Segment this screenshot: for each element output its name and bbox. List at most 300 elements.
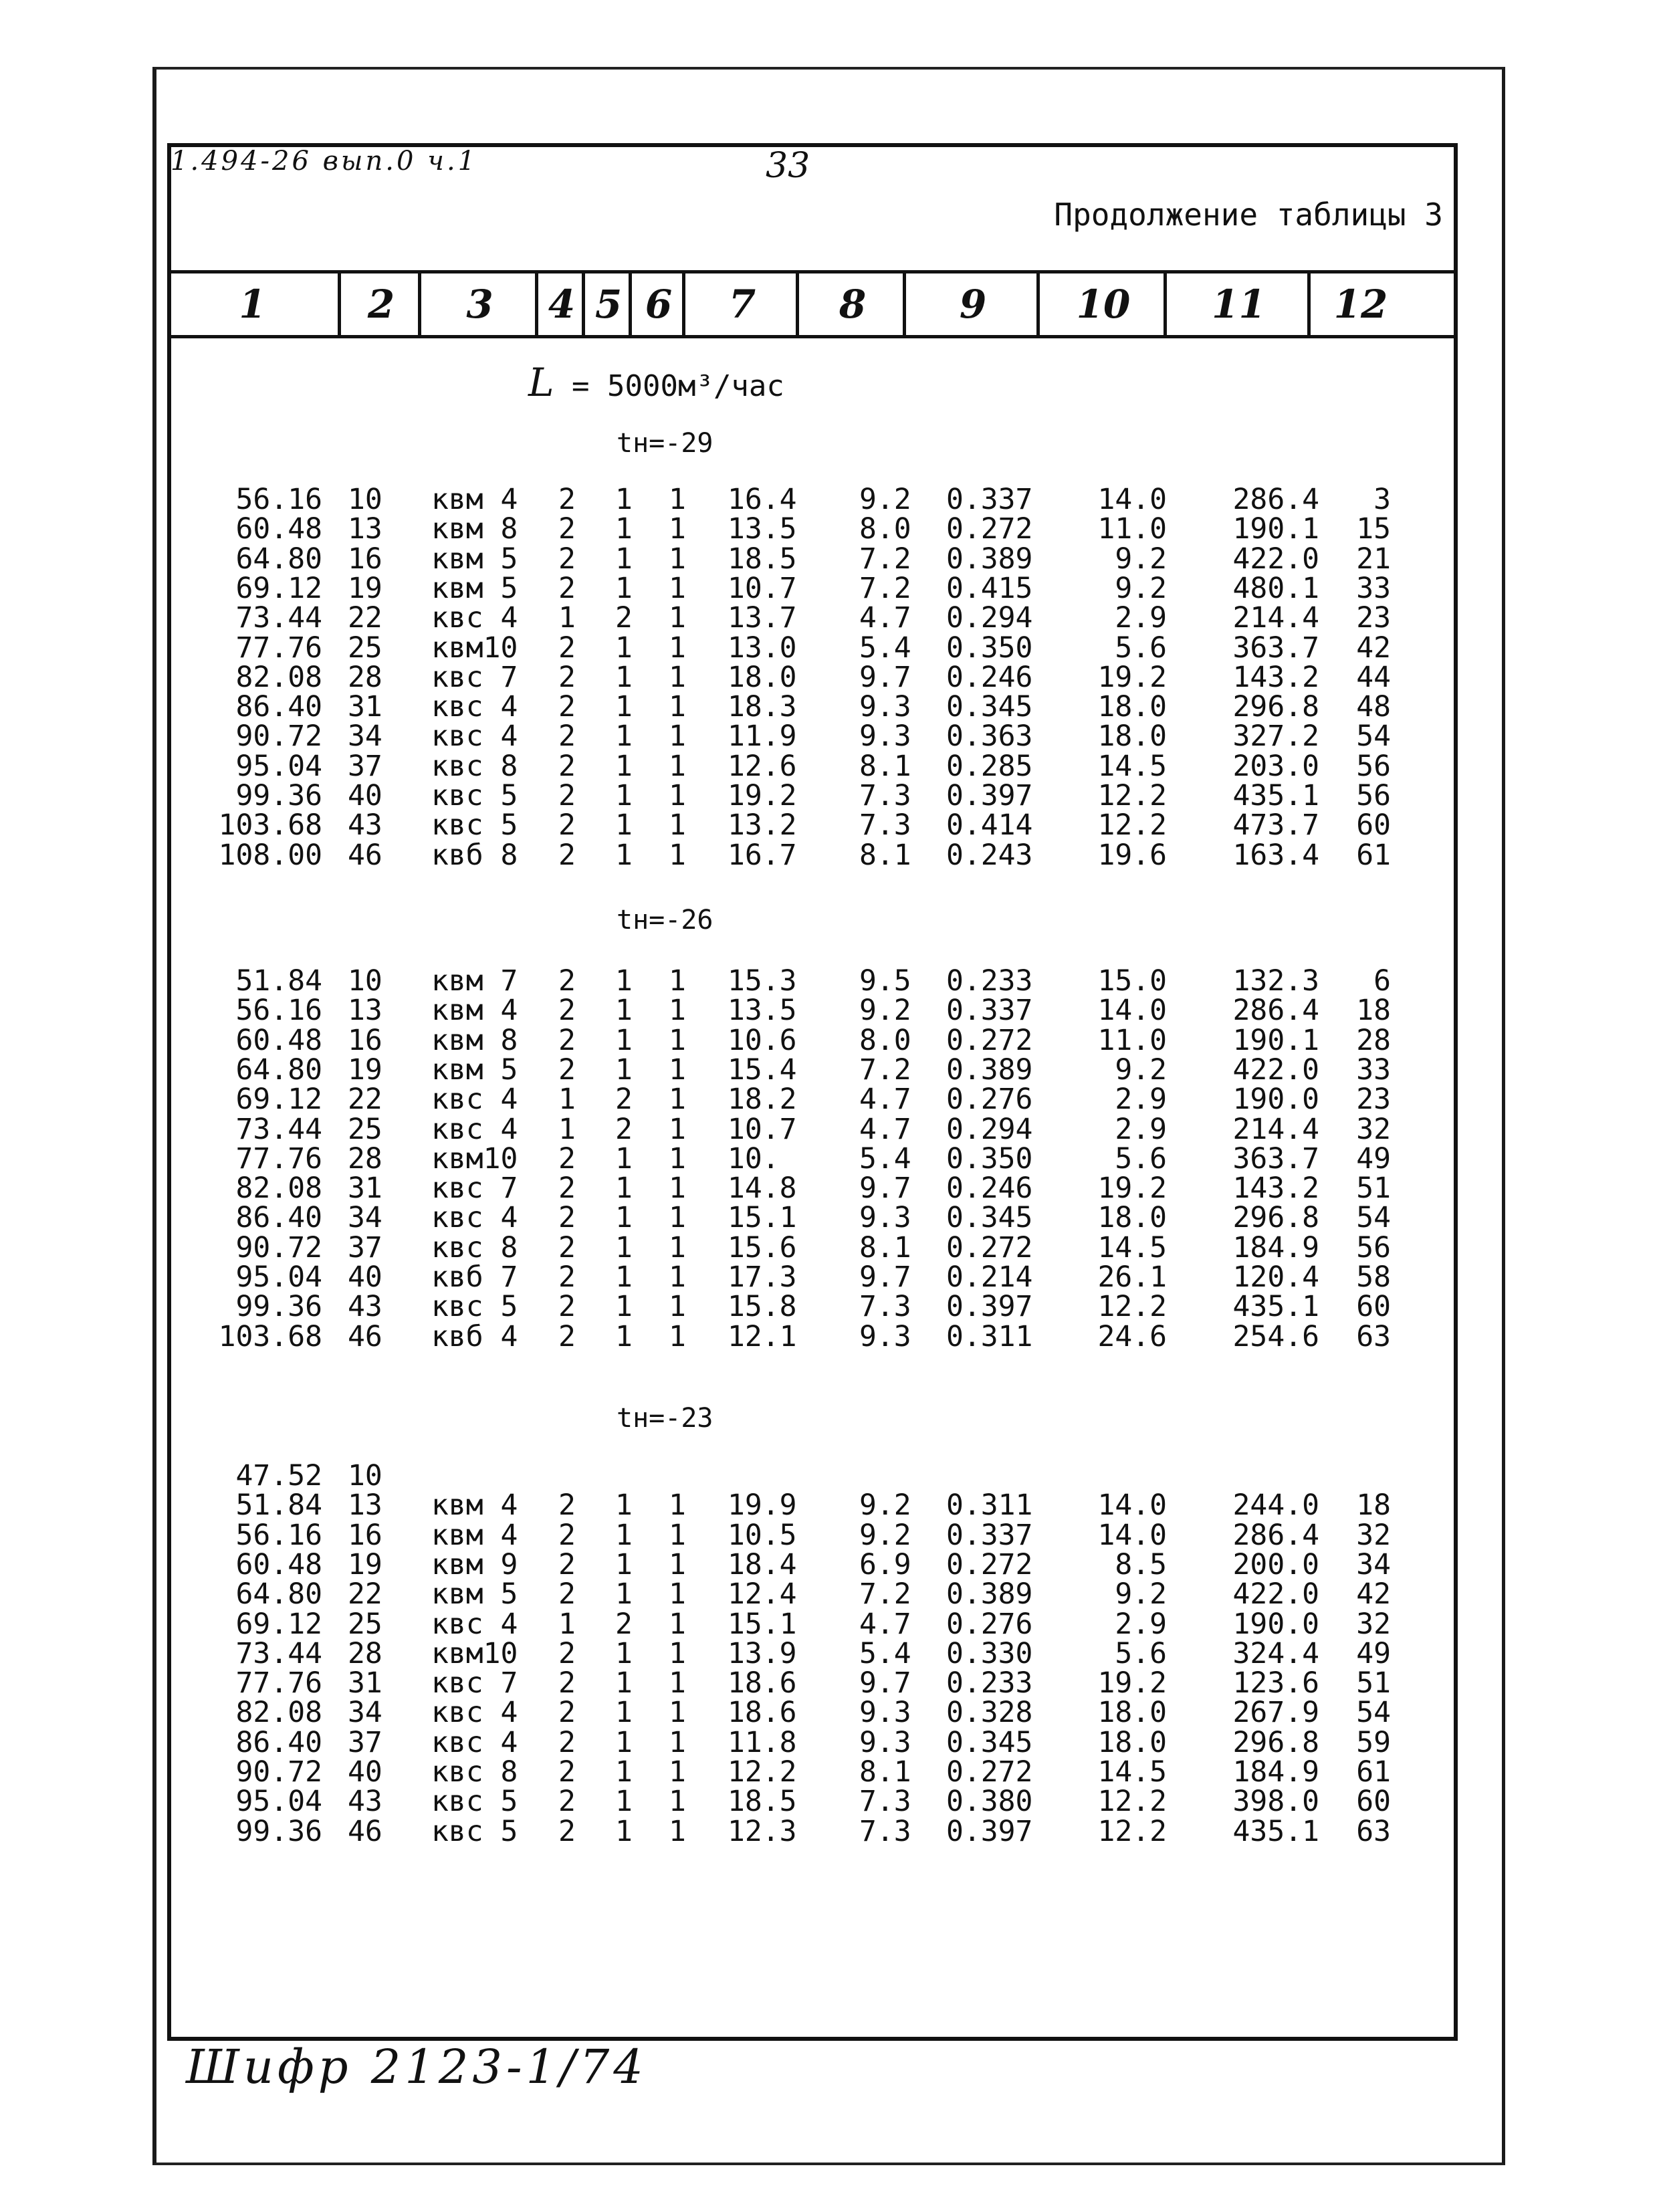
cell-col-9: 0.276 [946, 1607, 1033, 1641]
cell-col-4: 2 [558, 1725, 576, 1759]
section-title: tн=-23 [617, 1403, 713, 1434]
cell-col-6: 1 [669, 1141, 686, 1176]
cell-col-8: 4.7 [859, 1083, 911, 1117]
cell-col-12: 48 [1356, 690, 1391, 724]
cell-col-10: 9.2 [1115, 1053, 1167, 1087]
formula-symbol: L [528, 360, 554, 405]
cell-col-6: 1 [669, 838, 686, 872]
cell-col-4: 2 [558, 1053, 576, 1087]
cell-col-10: 2.9 [1115, 601, 1167, 635]
cell-col-9: 0.397 [946, 1814, 1033, 1848]
cell-col-3: квс 4 [431, 1112, 518, 1146]
cell-col-9: 0.233 [946, 964, 1033, 998]
cell-col-3: квс 5 [431, 808, 518, 843]
cell-col-10: 26.1 [1097, 1260, 1167, 1294]
cell-col-4: 2 [558, 1141, 576, 1176]
cell-col-8: 7.2 [859, 571, 911, 605]
cell-col-6: 1 [669, 1319, 686, 1353]
cell-col-8: 5.4 [859, 1636, 911, 1670]
cell-col-11: 327.2 [1232, 720, 1319, 754]
cell-col-6: 1 [669, 1785, 686, 1819]
cell-col-9: 0.233 [946, 1666, 1033, 1700]
cell-col-2: 34 [348, 1696, 382, 1730]
cell-col-11: 123.6 [1232, 1666, 1319, 1700]
cell-col-2: 46 [348, 1814, 382, 1848]
cell-col-6: 1 [669, 512, 686, 546]
table-row [0, 720, 1659, 754]
cell-col-12: 28 [1356, 1023, 1391, 1057]
cell-col-12: 23 [1356, 601, 1391, 635]
cell-col-8: 8.1 [859, 749, 911, 783]
cell-col-9: 0.272 [946, 1547, 1033, 1581]
cell-col-8: 7.3 [859, 1785, 911, 1819]
cell-col-2: 16 [348, 1518, 382, 1552]
cell-col-11: 435.1 [1232, 1814, 1319, 1848]
cell-col-11: 132.3 [1232, 964, 1319, 998]
cell-col-3: квб 7 [431, 1260, 518, 1294]
cell-col-4: 1 [558, 1083, 576, 1117]
cell-col-12: 49 [1356, 1141, 1391, 1176]
cell-col-8: 9.2 [859, 483, 911, 516]
cell-col-1: 51.84 [235, 964, 322, 998]
cell-col-3: квс 4 [431, 601, 518, 635]
cell-col-12: 44 [1356, 660, 1391, 694]
cell-col-2: 22 [348, 1577, 382, 1612]
cell-col-8: 8.1 [859, 1755, 911, 1789]
cell-col-11: 214.4 [1232, 601, 1319, 635]
cell-col-7: 15.8 [728, 1290, 797, 1324]
cell-col-7: 13.9 [728, 1636, 797, 1670]
cell-col-4: 2 [558, 720, 576, 754]
cell-col-4: 2 [558, 483, 576, 516]
cell-col-3: квс 7 [431, 660, 518, 694]
cell-col-7: 10.7 [728, 571, 797, 605]
cell-col-9: 0.389 [946, 542, 1033, 576]
cell-col-10: 9.2 [1115, 571, 1167, 605]
cell-col-9: 0.272 [946, 1755, 1033, 1789]
cell-col-6: 1 [669, 1053, 686, 1087]
cell-col-3: квс 4 [431, 1696, 518, 1730]
cell-col-4: 2 [558, 690, 576, 724]
table-row [0, 1319, 1659, 1353]
cell-col-9: 0.380 [946, 1785, 1033, 1819]
col-header-7: 7 [682, 273, 799, 335]
cell-col-10: 14.5 [1097, 749, 1167, 783]
col-header-2: 2 [338, 273, 421, 335]
table-row [0, 1112, 1659, 1146]
cell-col-5: 1 [615, 838, 633, 872]
cell-col-8: 4.7 [859, 1112, 911, 1146]
cell-col-3: квс 4 [431, 1201, 518, 1235]
cell-col-3: квс 5 [431, 1814, 518, 1848]
cell-col-4: 1 [558, 1607, 576, 1641]
document-ref: 1.494-26 вып.0 ч.1 [171, 146, 478, 177]
cell-col-9: 0.243 [946, 838, 1033, 872]
cell-col-4: 2 [558, 808, 576, 843]
cell-col-2: 37 [348, 1725, 382, 1759]
cell-col-10: 5.6 [1115, 1141, 1167, 1176]
cell-col-9: 0.328 [946, 1696, 1033, 1730]
cell-col-11: 143.2 [1232, 660, 1319, 694]
cell-col-5: 1 [615, 1260, 633, 1294]
section-title: tн=-29 [617, 428, 713, 459]
cell-col-2: 10 [348, 964, 382, 998]
cell-col-3: квс 5 [431, 779, 518, 812]
cell-col-11: 143.2 [1232, 1172, 1319, 1206]
cell-col-8: 8.1 [859, 1230, 911, 1264]
cell-col-10: 19.6 [1097, 838, 1167, 872]
cell-col-12: 42 [1356, 631, 1391, 665]
cell-col-5: 1 [615, 512, 633, 546]
cell-col-6: 1 [669, 1488, 686, 1523]
cell-col-2: 16 [348, 1023, 382, 1057]
col-header-3: 3 [418, 273, 538, 335]
cell-col-11: 184.9 [1232, 1755, 1319, 1789]
cell-col-2: 43 [348, 1290, 382, 1324]
cell-col-8: 8.0 [859, 512, 911, 546]
cell-col-11: 324.4 [1232, 1636, 1319, 1670]
cell-col-1: 77.76 [235, 1666, 322, 1700]
cell-col-8: 7.2 [859, 542, 911, 576]
cell-col-7: 11.8 [728, 1725, 797, 1759]
cell-col-9: 0.272 [946, 1023, 1033, 1057]
cell-col-7: 12.6 [728, 749, 797, 783]
cell-col-6: 1 [669, 994, 686, 1028]
cell-col-11: 435.1 [1232, 779, 1319, 812]
cell-col-12: 56 [1356, 749, 1391, 783]
cell-col-5: 1 [615, 994, 633, 1028]
cell-col-11: 296.8 [1232, 1725, 1319, 1759]
cell-col-7: 10.7 [728, 1112, 797, 1146]
cell-col-10: 9.2 [1115, 542, 1167, 576]
cell-col-7: 15.1 [728, 1201, 797, 1235]
cell-col-2: 19 [348, 571, 382, 605]
cell-col-5: 1 [615, 1201, 633, 1235]
cell-col-7: 18.6 [728, 1666, 797, 1700]
cell-col-4: 2 [558, 1636, 576, 1670]
table-row [0, 1290, 1659, 1324]
cell-col-12: 33 [1356, 571, 1391, 605]
cell-col-11: 190.0 [1232, 1083, 1319, 1117]
cell-col-9: 0.294 [946, 601, 1033, 635]
flow-rate-formula [528, 360, 784, 405]
cell-col-4: 2 [558, 838, 576, 872]
cell-col-3: квм 5 [431, 1053, 518, 1087]
cell-col-1: 95.04 [235, 1785, 322, 1819]
cell-col-6: 1 [669, 542, 686, 576]
cell-col-6: 1 [669, 1023, 686, 1057]
cell-col-9: 0.330 [946, 1636, 1033, 1670]
cell-col-3: квм 5 [431, 571, 518, 605]
cell-col-9: 0.350 [946, 631, 1033, 665]
cell-col-6: 1 [669, 631, 686, 665]
cell-col-11: 190.1 [1232, 1023, 1319, 1057]
table-row [0, 1055, 1659, 1085]
cell-col-3: квм10 [431, 631, 518, 665]
cell-col-12: 33 [1356, 1053, 1391, 1087]
cell-col-10: 18.0 [1097, 1201, 1167, 1235]
cell-col-2: 34 [348, 1201, 382, 1235]
cell-col-2: 13 [348, 994, 382, 1028]
cell-col-8: 5.4 [859, 1141, 911, 1176]
cell-col-5: 1 [615, 1230, 633, 1264]
cell-col-10: 12.2 [1097, 779, 1167, 812]
cell-col-11: 120.4 [1232, 1260, 1319, 1294]
cell-col-3: квс 7 [431, 1666, 518, 1700]
cell-col-8: 4.7 [859, 601, 911, 635]
cell-col-2: 25 [348, 1607, 382, 1641]
cell-col-12: 51 [1356, 1172, 1391, 1206]
cell-col-7: 15.4 [728, 1053, 797, 1087]
cell-col-7: 12.3 [728, 1814, 797, 1848]
cell-col-3: квм 5 [431, 1577, 518, 1612]
cell-col-6: 1 [669, 1290, 686, 1324]
cell-col-6: 1 [669, 720, 686, 754]
cell-col-7: 18.5 [728, 542, 797, 576]
table-continuation-title: Продолжение таблицы 3 [1054, 197, 1443, 233]
cell-col-11: 480.1 [1232, 571, 1319, 605]
cell-col-11: 398.0 [1232, 1785, 1319, 1819]
cell-col-7: 12.2 [728, 1755, 797, 1789]
cell-col-12: 32 [1356, 1607, 1391, 1641]
table-row [0, 749, 1659, 783]
cell-col-6: 1 [669, 1083, 686, 1117]
table-row [0, 1172, 1659, 1206]
cell-col-10: 12.2 [1097, 808, 1167, 843]
cell-col-4: 2 [558, 631, 576, 665]
cell-col-10: 14.0 [1097, 1518, 1167, 1552]
col-header-5: 5 [582, 273, 632, 335]
cell-col-9: 0.337 [946, 1518, 1033, 1552]
cell-col-9: 0.414 [946, 808, 1033, 843]
cell-col-8: 9.7 [859, 660, 911, 694]
cell-col-10: 12.2 [1097, 1785, 1167, 1819]
cell-col-1: 95.04 [235, 749, 322, 783]
cell-col-11: 435.1 [1232, 1290, 1319, 1324]
cell-col-2: 13 [348, 1488, 382, 1523]
cell-col-1: 99.36 [235, 1814, 322, 1848]
cell-col-3: квм 5 [431, 542, 518, 576]
cell-col-2: 19 [348, 1053, 382, 1087]
cell-col-5: 1 [615, 1725, 633, 1759]
cell-col-2: 19 [348, 1547, 382, 1581]
cell-col-12: 63 [1356, 1319, 1391, 1353]
cell-col-10: 12.2 [1097, 1290, 1167, 1324]
cell-col-4: 2 [558, 571, 576, 605]
col-header-4: 4 [535, 273, 585, 335]
cell-col-4: 2 [558, 1755, 576, 1789]
table-row [0, 692, 1659, 722]
cell-col-11: 163.4 [1232, 838, 1319, 872]
cell-col-6: 1 [669, 749, 686, 783]
cell-col-12: 59 [1356, 1725, 1391, 1759]
cell-col-8: 9.2 [859, 1518, 911, 1552]
cell-col-9: 0.214 [946, 1260, 1033, 1294]
table-row [0, 1607, 1659, 1641]
cell-col-5: 1 [615, 1814, 633, 1848]
cell-col-3: квм10 [431, 1141, 518, 1176]
cell-col-4: 2 [558, 1172, 576, 1206]
cell-col-8: 4.7 [859, 1607, 911, 1641]
cell-col-1: 82.08 [235, 1696, 322, 1730]
cell-col-9: 0.415 [946, 571, 1033, 605]
cell-col-5: 1 [615, 571, 633, 605]
cell-col-5: 1 [615, 1785, 633, 1819]
cell-col-7: 19.2 [728, 779, 797, 812]
cell-col-1: 60.48 [235, 1023, 322, 1057]
cell-col-12: 51 [1356, 1666, 1391, 1700]
cell-col-1: 77.76 [235, 1141, 322, 1176]
cell-col-4: 1 [558, 1112, 576, 1146]
cell-col-6: 1 [669, 601, 686, 635]
cell-col-1: 64.80 [235, 542, 322, 576]
cell-col-8: 7.2 [859, 1577, 911, 1612]
cell-col-7: 12.4 [728, 1577, 797, 1612]
cell-col-4: 2 [558, 1666, 576, 1700]
cell-col-5: 1 [615, 631, 633, 665]
cell-col-6: 1 [669, 1518, 686, 1552]
cell-col-12: 15 [1356, 512, 1391, 546]
cell-col-3: квм 4 [431, 1488, 518, 1523]
cell-col-2: 22 [348, 601, 382, 635]
cell-col-4: 2 [558, 1319, 576, 1353]
cell-col-12: 6 [1373, 964, 1391, 998]
cell-col-6: 1 [669, 660, 686, 694]
cell-col-11: 190.1 [1232, 512, 1319, 546]
cell-col-7: 19.9 [728, 1488, 797, 1523]
cell-col-3: квс 4 [431, 1607, 518, 1641]
cell-col-2: 10 [348, 1459, 382, 1492]
cell-col-10: 2.9 [1115, 1083, 1167, 1117]
col-header-11: 11 [1164, 273, 1311, 335]
cell-col-9: 0.389 [946, 1577, 1033, 1612]
cell-col-5: 1 [615, 1547, 633, 1581]
cell-col-3: квб 8 [431, 838, 518, 872]
cell-col-4: 2 [558, 779, 576, 812]
cell-col-4: 2 [558, 1230, 576, 1264]
cell-col-10: 14.0 [1097, 1488, 1167, 1523]
cell-col-6: 1 [669, 1607, 686, 1641]
table-row [0, 1814, 1659, 1848]
cell-col-6: 1 [669, 1201, 686, 1235]
table-row [0, 1547, 1659, 1581]
table-row [0, 571, 1659, 605]
cell-col-6: 1 [669, 571, 686, 605]
col-header-12: 12 [1307, 273, 1411, 335]
cell-col-5: 1 [615, 808, 633, 843]
cell-col-4: 2 [558, 749, 576, 783]
cell-col-1: 99.36 [235, 779, 322, 812]
cell-col-12: 32 [1356, 1112, 1391, 1146]
cell-col-3: квм 8 [431, 512, 518, 546]
table-row [0, 1230, 1659, 1264]
cell-col-10: 14.5 [1097, 1755, 1167, 1789]
cell-col-10: 5.6 [1115, 1636, 1167, 1670]
cell-col-12: 58 [1356, 1260, 1391, 1294]
cell-col-3: квс 5 [431, 1290, 518, 1324]
cell-col-5: 2 [615, 1083, 633, 1117]
cell-col-11: 286.4 [1232, 994, 1319, 1028]
cell-col-5: 1 [615, 1172, 633, 1206]
cell-col-6: 1 [669, 1577, 686, 1612]
cell-col-11: 203.0 [1232, 749, 1319, 783]
cell-col-9: 0.311 [946, 1488, 1033, 1523]
cell-col-10: 8.5 [1115, 1547, 1167, 1581]
cell-col-7: 17.3 [728, 1260, 797, 1294]
cell-col-10: 18.0 [1097, 690, 1167, 724]
cell-col-5: 1 [615, 1755, 633, 1789]
cell-col-1: 73.44 [235, 1112, 322, 1146]
cell-col-6: 1 [669, 964, 686, 998]
cell-col-7: 18.3 [728, 690, 797, 724]
cell-col-12: 54 [1356, 1696, 1391, 1730]
cell-col-7: 12.1 [728, 1319, 797, 1353]
cell-col-3: квс 8 [431, 1230, 518, 1264]
cell-col-1: 69.12 [235, 571, 322, 605]
cell-col-11: 267.9 [1232, 1696, 1319, 1730]
cell-col-1: 51.84 [235, 1488, 322, 1523]
cell-col-7: 13.2 [728, 808, 797, 843]
cell-col-10: 12.2 [1097, 1814, 1167, 1848]
cell-col-6: 1 [669, 779, 686, 812]
cell-col-2: 25 [348, 1112, 382, 1146]
col-header-1: 1 [239, 282, 266, 327]
cell-col-7: 15.1 [728, 1607, 797, 1641]
cell-col-8: 7.3 [859, 808, 911, 843]
table-row [0, 1668, 1659, 1698]
cell-col-6: 1 [669, 1230, 686, 1264]
cell-col-10: 19.2 [1097, 1666, 1167, 1700]
cell-col-9: 0.397 [946, 779, 1033, 812]
cell-col-8: 9.3 [859, 720, 911, 754]
table-row [0, 1518, 1659, 1552]
cell-col-1: 56.16 [235, 483, 322, 516]
cell-col-6: 1 [669, 1814, 686, 1848]
cell-col-3: квс 7 [431, 1172, 518, 1206]
table-row [0, 485, 1659, 514]
cell-col-11: 296.8 [1232, 1201, 1319, 1235]
formula-value: = 5000м³/час [572, 369, 784, 403]
cell-col-1: 60.48 [235, 1547, 322, 1581]
table-row [0, 603, 1659, 633]
cell-col-4: 2 [558, 1488, 576, 1523]
cell-col-8: 6.9 [859, 1547, 911, 1581]
cell-col-4: 2 [558, 542, 576, 576]
cell-col-1: 108.00 [218, 838, 322, 872]
table-row [0, 1461, 1659, 1490]
cell-col-5: 1 [615, 1488, 633, 1523]
cell-col-1: 95.04 [235, 1260, 322, 1294]
cell-col-8: 9.7 [859, 1172, 911, 1206]
cell-col-5: 1 [615, 483, 633, 516]
cell-col-10: 14.5 [1097, 1230, 1167, 1264]
cell-col-8: 9.3 [859, 690, 911, 724]
table-row [0, 1023, 1659, 1057]
cell-col-10: 18.0 [1097, 1725, 1167, 1759]
cell-col-4: 2 [558, 1290, 576, 1324]
cell-col-6: 1 [669, 1755, 686, 1789]
cell-col-2: 43 [348, 1785, 382, 1819]
cell-col-12: 56 [1356, 779, 1391, 812]
cell-col-6: 1 [669, 1696, 686, 1730]
cell-col-8: 9.3 [859, 1319, 911, 1353]
cell-col-5: 1 [615, 1053, 633, 1087]
cell-col-10: 9.2 [1115, 1577, 1167, 1612]
cell-col-12: 56 [1356, 1230, 1391, 1264]
cell-col-8: 9.7 [859, 1260, 911, 1294]
cell-col-11: 422.0 [1232, 1053, 1319, 1087]
cell-col-9: 0.389 [946, 1053, 1033, 1087]
